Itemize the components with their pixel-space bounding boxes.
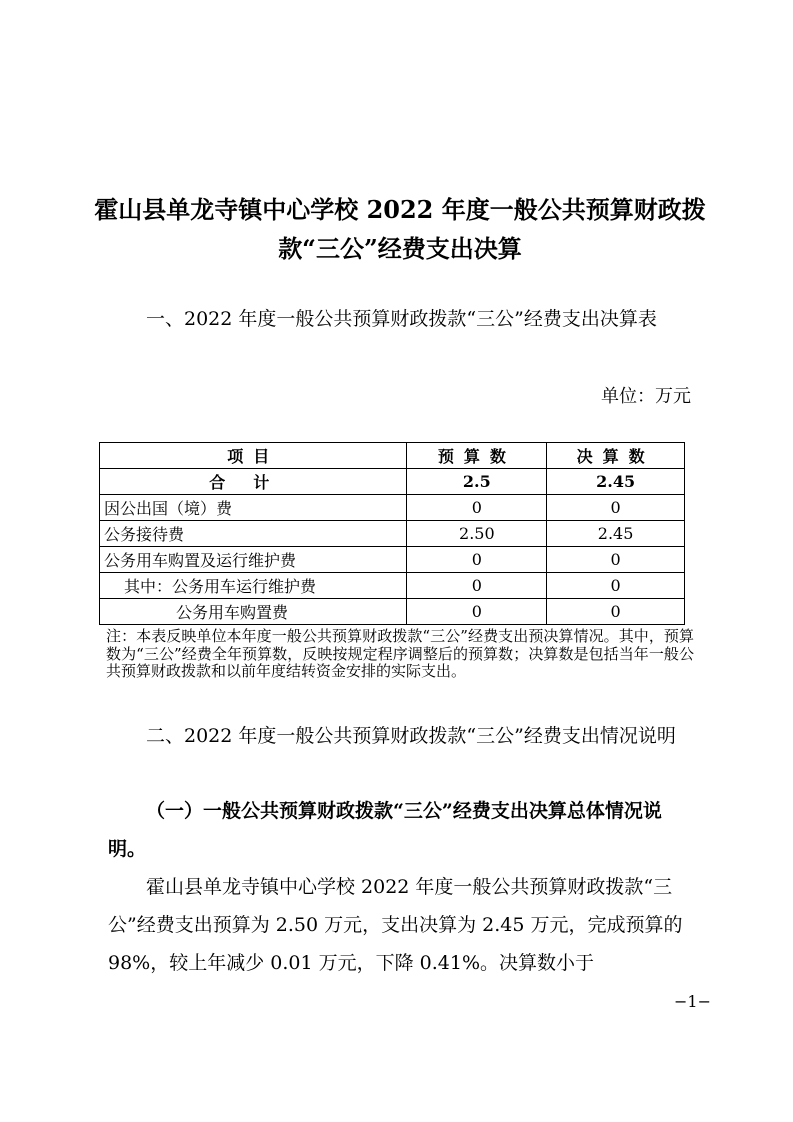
row-budget: 2.5 (407, 469, 547, 495)
table-row (100, 547, 685, 573)
body-paragraph: 霍山县单龙寺镇中心学校 2022 年度一般公共预算财政拨款“三公”经费支出预算为 2.50 万元，支出决算为 2.45 万元，完成预算的 98%，较上年减少 0.01 万元，下降 0.41%。决算数小于 (108, 876, 683, 974)
table-row (100, 521, 685, 547)
row-final: 2.45 (547, 469, 685, 495)
section2-heading: 二、2022 年度一般公共预算财政拨款“三公”经费支出情况说明 (146, 725, 676, 747)
three-public-expenditure-table (99, 442, 685, 625)
table-header-row (100, 443, 685, 469)
header-final: 决算数 (547, 443, 685, 469)
table-row (100, 495, 685, 521)
page-number: −1− (674, 992, 711, 1011)
section1-heading: 一、2022 年度一般公共预算财政拨款“三公”经费支出决算表 (146, 308, 657, 330)
row-final: 0 (547, 495, 685, 521)
row-budget: 0 (407, 599, 547, 625)
header-budget: 预算数 (407, 443, 547, 469)
row-final: 0 (547, 573, 685, 599)
table-row (100, 599, 685, 625)
row-label: 因公出国（境）费 (100, 495, 407, 521)
row-budget: 0 (407, 495, 547, 521)
document-title-line2: 款“三公”经费支出决算 (278, 234, 522, 263)
row-label: 公务接待费 (100, 521, 407, 547)
row-final: 0 (547, 547, 685, 573)
header-item: 项目 (100, 443, 407, 469)
row-label: 其中：公务用车运行维护费 (100, 573, 407, 599)
row-final: 0 (547, 599, 685, 625)
row-label: 公务用车购置费 (100, 599, 407, 625)
row-budget: 2.50 (407, 521, 547, 547)
row-budget: 0 (407, 573, 547, 599)
row-final: 2.45 (547, 521, 685, 547)
row-budget: 0 (407, 547, 547, 573)
row-label: 公务用车购置及运行维护费 (100, 547, 407, 573)
document-title-line1: 霍山县单龙寺镇中心学校 2022 年度一般公共预算财政拨 (94, 195, 706, 224)
row-label: 合计 (100, 469, 407, 495)
table-row (100, 573, 685, 599)
table-note: 注：本表反映单位本年度一般公共预算财政拨款“三公”经费支出预决算情况。其中，预算数为“三公”经费全年预算数，反映按规定程序调整后的预算数；决算数是包括当年一般公共预算财政拨款和以前年度结转资金安排的实际支出。 (106, 627, 694, 680)
subsection1-heading: （一）一般公共预算财政拨款“三公”经费支出决算总体情况说明。 (108, 800, 662, 860)
unit-label: 单位：万元 (601, 386, 691, 407)
table-row-total (100, 469, 685, 495)
